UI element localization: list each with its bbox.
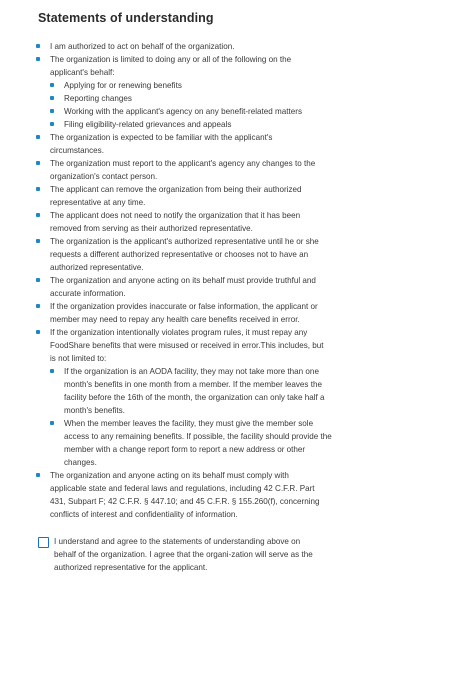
allowed-action-item <box>64 92 326 105</box>
bullet-icon <box>50 83 54 87</box>
allowed-action-text: Working with the applicant's agency on any benefit-related matters <box>64 107 303 116</box>
statement-item <box>50 183 325 209</box>
statement-text: I am authorized to act on behalf of the organization. <box>50 42 235 51</box>
bullet-icon <box>36 187 40 191</box>
allowed-action-text: Reporting changes <box>64 94 132 103</box>
agreement-row[interactable] <box>38 535 318 574</box>
bullet-icon <box>36 330 40 334</box>
statement-item <box>50 469 325 521</box>
foodshare-example-item <box>64 365 334 417</box>
allowed-actions-list <box>50 79 325 131</box>
foodshare-example-text: When the member leaves the facility, they must give the member sole access to any remaining benefits. If possible, the facility should provide the member with a change report form to report a new address or other changes. <box>64 419 332 467</box>
statement-text: The applicant can remove the organization from being their authorized representative at any time. <box>50 185 302 207</box>
statements-list <box>0 40 466 521</box>
allowed-action-text: Filing eligibility-related grievances and appeals <box>64 120 232 129</box>
bullet-icon <box>36 473 40 477</box>
agreement-label[interactable]: I understand and agree to the statements of understanding above on behalf of the organization. I agree that the organi-zation will serve as the authorized representative for the applicant. <box>54 537 313 572</box>
statement-text: If the organization intentionally violates program rules, it must repay any FoodShare benefits that were misused or received in error.This includes, but is not limited to: <box>50 328 324 363</box>
bullet-icon <box>36 161 40 165</box>
statement-text: The organization is expected to be familiar with the applicant's circumstances. <box>50 133 273 155</box>
statement-item <box>50 157 325 183</box>
statement-item <box>50 53 325 131</box>
bullet-icon <box>50 369 54 373</box>
statement-text: If the organization provides inaccurate or false information, the applicant or member may need to repay any health care benefits received in error. <box>50 302 318 324</box>
bullet-icon <box>36 239 40 243</box>
statement-item <box>50 209 325 235</box>
foodshare-example-item <box>64 417 334 469</box>
statement-text: The organization is limited to doing any or all of the following on the applicant's behalf: <box>50 55 292 77</box>
bullet-icon <box>36 57 40 61</box>
bullet-icon <box>50 421 54 425</box>
agreement-checkbox[interactable] <box>38 537 49 548</box>
statement-text: The organization is the applicant's authorized representative until he or she requests a different authorized representative or chooses not to have an authorized representative. <box>50 237 319 272</box>
bullet-icon <box>36 135 40 139</box>
foodshare-example-text: If the organization is an AODA facility, they may not take more than one month's benefits in one month from a member. If the member leaves the facility before the 16th of the month, the organization can only take half a month's benefits. <box>64 367 325 415</box>
allowed-action-item <box>64 79 326 92</box>
bullet-icon <box>36 304 40 308</box>
bullet-icon <box>50 109 54 113</box>
bullet-icon <box>50 96 54 100</box>
statement-item <box>50 40 325 53</box>
allowed-action-item <box>64 118 326 131</box>
allowed-action-item <box>64 105 326 118</box>
bullet-icon <box>50 122 54 126</box>
bullet-icon <box>36 44 40 48</box>
statement-text: The organization and anyone acting on its behalf must provide truthful and accurate information. <box>50 276 316 298</box>
statement-text: The applicant does not need to notify the organization that it has been removed from serving as their authorized representative. <box>50 211 301 233</box>
section-title: Statements of understanding <box>38 11 214 25</box>
allowed-action-text: Applying for or renewing benefits <box>64 81 182 90</box>
statement-item <box>50 300 325 326</box>
statement-text: The organization must report to the applicant's agency any changes to the organization's contact person. <box>50 159 316 181</box>
statement-item <box>50 274 325 300</box>
bullet-icon <box>36 213 40 217</box>
statement-item <box>50 326 332 469</box>
statement-text: The organization and anyone acting on its behalf must comply with applicable state and federal laws and regulations, including 42 C.F.R. Part 431, Subpart F; 42 C.F.R. § 447.10; and 45 C.F.R. § 155.260(f), concerning conflicts of interest and confidentiality of information. <box>50 471 320 519</box>
bullet-icon <box>36 278 40 282</box>
statement-item <box>50 235 325 274</box>
statement-item <box>50 131 325 157</box>
foodshare-examples-list <box>50 365 332 469</box>
